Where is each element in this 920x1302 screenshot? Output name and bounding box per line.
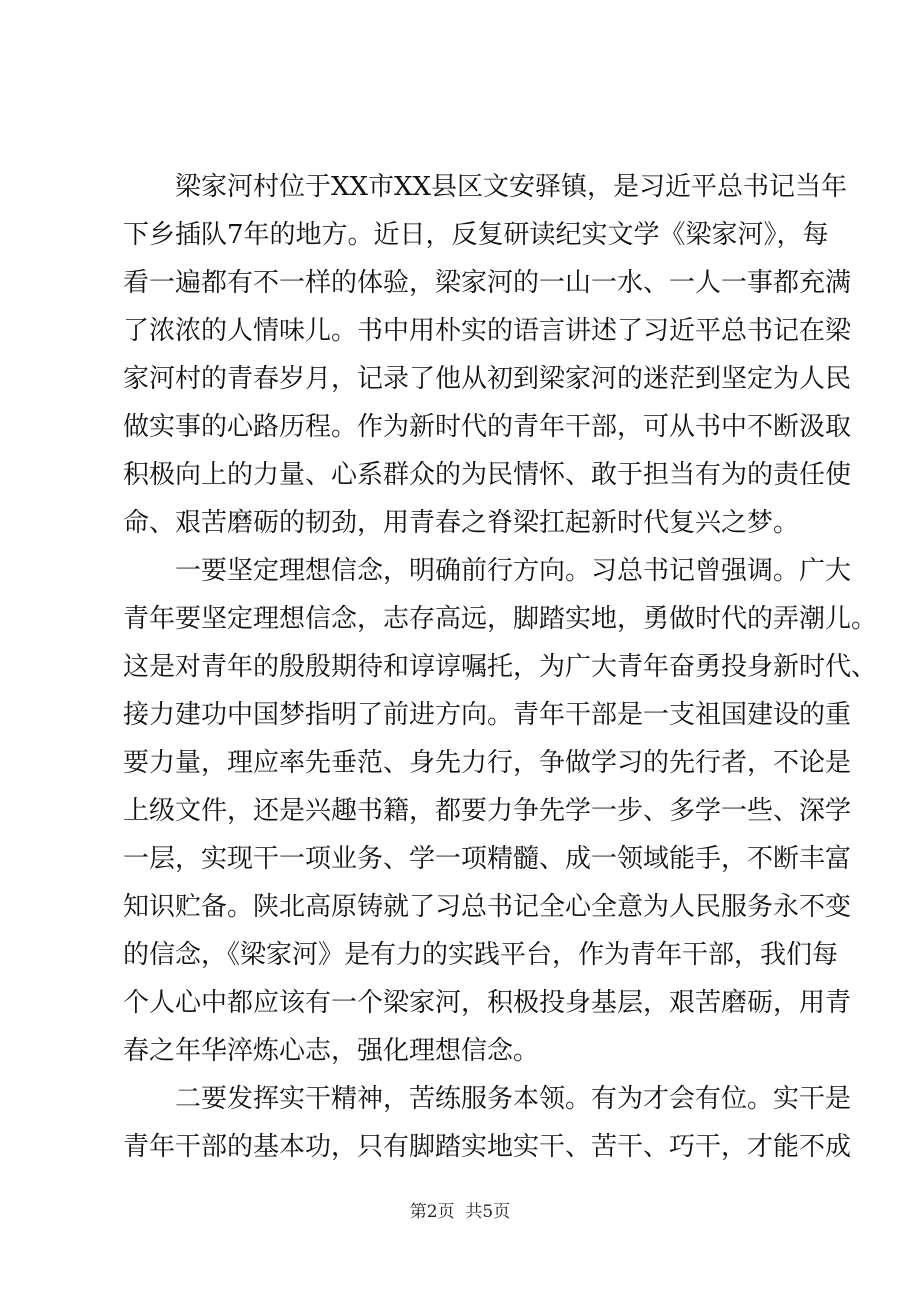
text-line: 这是对青年的殷殷期待和谆谆嘱托，为广大青年奋勇投身新时代、 [123,652,878,682]
text-line: 家河村的青春岁月，记录了他从初到梁家河的迷茫到坚定为人民 [123,364,852,394]
text-line: 青年干部的基本功，只有脚踏实地实干、苦干、巧干，才能不成 [123,1132,852,1162]
text-line: 积极向上的力量、心系群众的为民情怀、敢于担当有为的责任使 [123,460,852,490]
text-line: 梁家河村位于XX市XX县区文安驿镇，是习近平总书记当年 [123,172,848,202]
text-line: 做实事的心路历程。作为新时代的青年干部，可从书中不断汲取 [123,412,852,442]
text-line: 一层，实现干一项业务、学一项精髓、成一领域能手，不断丰富 [123,844,852,874]
text-line: 命、艰苦磨砺的韧劲，用青春之脊梁扛起新时代复兴之梦。 [123,508,800,538]
text-line: 看一遍都有不一样的体验，梁家河的一山一水、一人一事都充满 [123,268,852,298]
text-line: 个人心中都应该有一个梁家河，积极投身基层，艰苦磨砺，用青 [123,988,852,1018]
page-footer: 第2页 共5页 [409,1202,511,1222]
text-line: 的信念，《梁家河》是有力的实践平台，作为青年干部，我们每 [123,940,839,970]
text-line: 春之年华淬炼心志，强化理想信念。 [123,1036,540,1066]
text-line: 接力建功中国梦指明了前进方向。青年干部是一支祖国建设的重 [123,700,852,730]
text-line: 了浓浓的人情味儿。书中用朴实的语言讲述了习近平总书记在梁 [123,316,852,346]
text-line: 要力量，理应率先垂范、身先力行，争做学习的先行者，不论是 [123,748,852,778]
text-line: 一要坚定理想信念，明确前行方向。习总书记曾强调。广大 [123,556,852,586]
text-line: 知识贮备。陕北高原铸就了习总书记全心全意为人民服务永不变 [123,892,852,922]
text-line: 青年要坚定理想信念，志存高远，脚踏实地，勇做时代的弄潮儿。 [123,604,878,634]
text-line: 上级文件，还是兴趣书籍，都要力争先学一步、多学一些、深学 [123,796,852,826]
text-line: 下乡插队7年的地方。近日，反复研读纪实文学《梁家河》，每 [123,220,829,250]
text-line: 二要发挥实干精神，苦练服务本领。有为才会有位。实干是 [123,1084,852,1114]
